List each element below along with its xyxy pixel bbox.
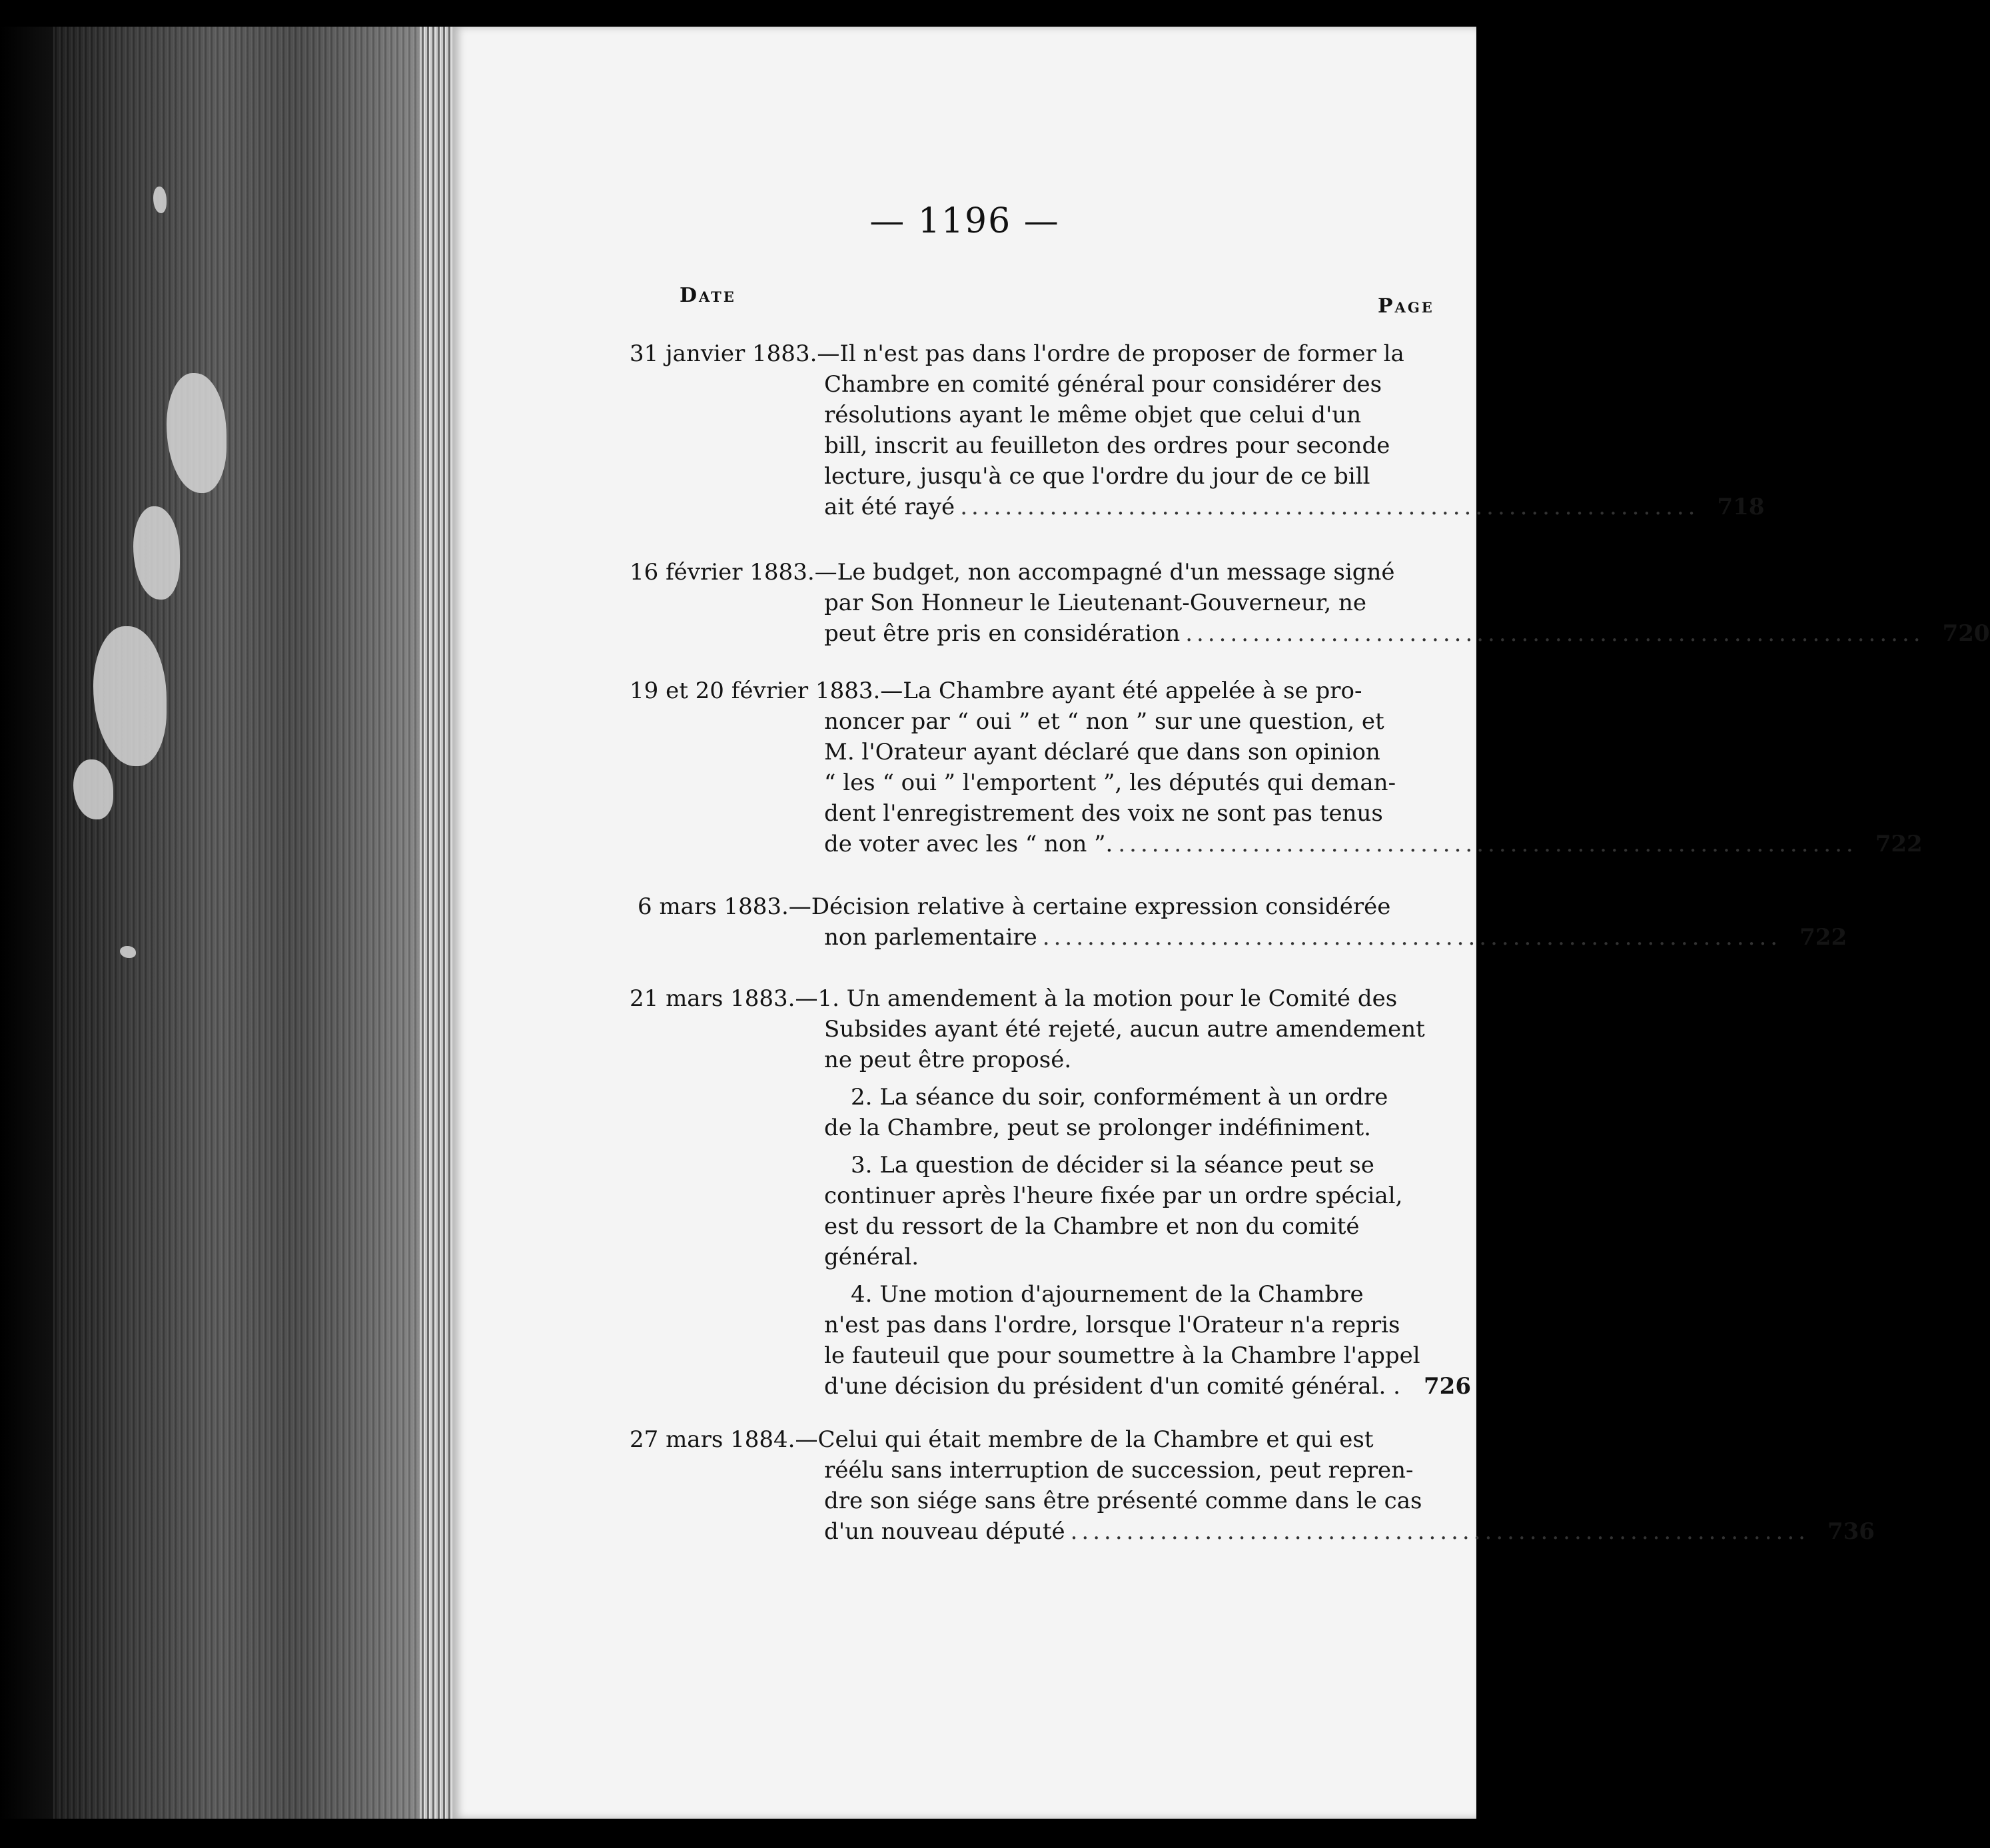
index-entry: [630, 1424, 1875, 1547]
entry-text-line: dent l'enregistrement des voix ne sont pas tenus: [824, 800, 1383, 827]
entry-text-line: par Son Honneur le Lieutenant-Gouverneur, ne: [824, 590, 1367, 616]
entry-text-line: réélu sans interruption de succession, peut repren-: [824, 1457, 1414, 1484]
entry-text-line: dre son siége sans être présenté comme dans le cas: [824, 1488, 1422, 1514]
entry-text-line: —Le budget, non accompagné d'un message signé: [814, 559, 1395, 586]
speck: [153, 187, 167, 213]
entry-text-line: 2. La séance du soir, conformément à un ordre: [851, 1084, 1388, 1111]
entry-text-line: résolutions ayant le même objet que celui d'un: [824, 402, 1362, 428]
entry-text-line: —Celui qui était membre de la Chambre et qui est: [795, 1426, 1374, 1453]
speck: [133, 506, 180, 600]
entry-page-ref: 736: [1827, 1518, 1875, 1545]
dot-leader: ..................................................................: [1118, 831, 1857, 857]
column-header-page: Page: [1378, 294, 1434, 318]
entry-page-ref: 726: [1424, 1373, 1471, 1400]
document-page: [453, 27, 1990, 1819]
speck: [93, 626, 167, 766]
entry-text-line: non parlementaire: [824, 924, 1037, 951]
index-entry: [630, 338, 1765, 522]
entry-text-line: 4. Une motion d'ajournement de la Chambre: [851, 1281, 1364, 1308]
speck: [73, 759, 113, 819]
column-header-date: Date: [680, 284, 736, 307]
entry-text-line: —1. Un amendement à la motion pour le Comité des: [795, 985, 1398, 1012]
entry-text-line: de voter avec les “ non ”.: [824, 831, 1113, 857]
entry-date: 21 mars 1883.: [630, 985, 795, 1012]
film-border-bottom: [0, 1819, 1476, 1848]
book-spine: [53, 27, 426, 1825]
entry-date: 16 février 1883.: [630, 559, 815, 586]
entry-date: 19 et 20 février 1883.: [630, 678, 881, 704]
entry-text-line: “ les “ oui ” l'emportent ”, les députés qui deman-: [824, 769, 1396, 796]
entry-text-line: —Décision relative à certaine expression considérée: [788, 893, 1391, 920]
dot-leader: ..................................................................: [1042, 924, 1782, 951]
entry-text-line: est du ressort de la Chambre et non du comité: [824, 1213, 1360, 1240]
sub-paragraph: [630, 1150, 1456, 1272]
entry-page-ref: 720: [1942, 620, 1990, 647]
page-number: — 1196 —: [869, 201, 1060, 241]
entry-text-line: d'un nouveau député: [824, 1518, 1065, 1545]
dot-leader: ..................................................................: [1070, 1518, 1809, 1545]
entry-date: 27 mars 1884.: [630, 1426, 795, 1453]
page-edge-band: [420, 27, 453, 1825]
sub-paragraph: [630, 1082, 1456, 1143]
entry-page-ref: 722: [1799, 924, 1847, 951]
entry-text-line: peut être pris en considération: [824, 620, 1181, 647]
index-entry: [630, 557, 1990, 649]
entry-text-line: ne peut être proposé.: [824, 1047, 1072, 1073]
entry-text-line: —Il n'est pas dans l'ordre de proposer de former la: [817, 340, 1404, 367]
index-entry: [630, 983, 1471, 1402]
entry-text-line: M. l'Orateur ayant déclaré que dans son opinion: [824, 739, 1380, 765]
entry-text-line: d'une décision du président d'un comité général. .: [824, 1373, 1400, 1400]
index-entry: [630, 676, 1923, 859]
entry-text-line: lecture, jusqu'à ce que l'ordre du jour de ce bill: [824, 463, 1370, 490]
entry-text-line: n'est pas dans l'ordre, lorsque l'Orateur n'a repris: [824, 1312, 1400, 1338]
dot-leader: ..................................................................: [960, 494, 1700, 520]
entry-page-ref: 722: [1875, 831, 1923, 857]
entry-date: 6 mars 1883.: [638, 893, 789, 920]
dot-leader: ..................................................................: [1185, 620, 1925, 647]
speck: [167, 373, 227, 493]
entry-text-line: bill, inscrit au feuilleton des ordres pour seconde: [824, 432, 1390, 459]
entry-text-line: 3. La question de décider si la séance peut se: [851, 1152, 1374, 1178]
entry-text-line: noncer par “ oui ” et “ non ” sur une question, et: [824, 708, 1384, 735]
entry-text-line: —La Chambre ayant été appelée à se pro-: [880, 678, 1362, 704]
entry-text-line: de la Chambre, peut se prolonger indéfiniment.: [824, 1115, 1371, 1141]
entry-page-ref: 718: [1717, 494, 1765, 520]
sub-paragraph: [630, 1279, 1471, 1402]
index-entry: [630, 891, 1847, 953]
speck: [120, 946, 136, 958]
entry-text-line: ait été rayé: [824, 494, 955, 520]
entry-text-line: général.: [824, 1244, 919, 1270]
film-border-top: [0, 0, 1476, 27]
entry-text-line: le fauteuil que pour soumettre à la Chambre l'appel: [824, 1342, 1420, 1369]
scan-margin-left: [0, 27, 53, 1825]
entry-text-line: Chambre en comité général pour considérer des: [824, 371, 1382, 398]
entry-date: 31 janvier 1883.: [630, 340, 817, 367]
entry-text-line: Subsides ayant été rejeté, aucun autre amendement: [824, 1016, 1425, 1043]
entry-text-line: continuer après l'heure fixée par un ordre spécial,: [824, 1182, 1403, 1209]
